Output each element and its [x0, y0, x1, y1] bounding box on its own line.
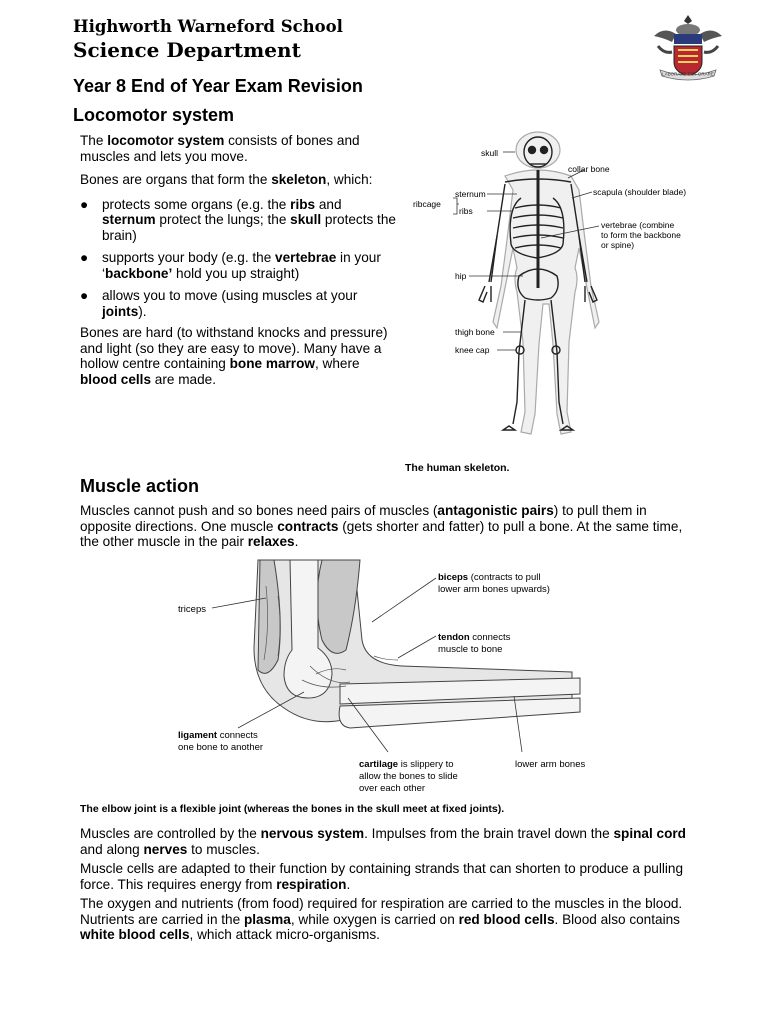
skeleton-caption: The human skeleton.	[405, 462, 510, 474]
paragraph: The oxygen and nutrients (from food) required for respiration are carried to the muscles in the blood. Nutrients are carried in the plasma, while oxygen is carried on red blood cells. Blood also contains white blood cells, which attack micro-organisms.	[80, 896, 683, 942]
label-tendon-1: tendon connects	[438, 632, 511, 643]
paragraph: Muscle cells are adapted to their function by containing strands that can shorten to produce a pulling force. This requires energy from respiration.	[80, 861, 684, 892]
label-collar-bone: collar bone	[568, 164, 610, 174]
paragraph: The locomotor system consists of bones and muscles and lets you move.	[80, 133, 360, 164]
list-item: ● protects some organs (e.g. the ribs and sternum protect the lungs; the skull protects the brain)	[80, 196, 396, 243]
label-ligament-2: one bone to another	[178, 742, 264, 753]
paragraph: Bones are organs that form the skeleton, which:	[80, 172, 373, 187]
label-cartilage-3: over each other	[359, 783, 426, 794]
function-list	[80, 197, 398, 320]
department-name: Science Department	[73, 38, 301, 62]
school-name: Highworth Warneford School	[73, 17, 343, 36]
label-cartilage-1: cartilage is slippery to	[359, 759, 454, 770]
label-sternum: sternum	[455, 189, 486, 199]
label-vertebrae-3: or spine)	[601, 240, 635, 250]
label-vertebrae-2: to form the backbone	[601, 230, 681, 240]
label-lower-arm-bones: lower arm bones	[515, 759, 586, 770]
locomotor-text-block	[80, 133, 398, 387]
label-biceps-1: biceps (contracts to pull	[438, 572, 541, 583]
label-ribcage: ribcage	[413, 199, 441, 209]
label-biceps-2: lower arm bones upwards)	[438, 584, 550, 595]
label-hip: hip	[455, 271, 467, 281]
label-ribs: ribs	[459, 206, 473, 216]
muscle-action-paragraph: Muscles cannot push and so bones need pairs of muscles (antagonistic pairs) to pull them in opposite directions. One muscle contracts (gets shorter and fatter) to pull a bone. At the same time, the other muscle in the pair relaxes.	[80, 503, 683, 549]
label-knee-cap: knee cap	[455, 345, 490, 355]
elbow-caption: The elbow joint is a flexible joint (whereas the bones in the skull meet at fixed joints).	[80, 803, 505, 815]
label-cartilage-2: allow the bones to slide	[359, 771, 458, 782]
label-scapula: scapula (shoulder blade)	[593, 187, 687, 197]
paragraph: Bones are hard (to withstand knocks and pressure) and light (so they are easy to move). Many have a hollow centre containing bone marrow, where blood cells are made.	[80, 325, 388, 387]
elbow-joint-diagram	[170, 556, 610, 796]
crest-motto: LABORARE EST ORARE	[662, 71, 714, 77]
label-vertebrae-1: vertebrae (combine	[601, 220, 675, 230]
nervous-system-text-block	[80, 826, 690, 943]
list-item: ● supports your body (e.g. the vertebrae in your ‘backbone’ hold you up straight)	[80, 250, 381, 281]
label-triceps: triceps	[178, 604, 206, 615]
list-item: ● allows you to move (using muscles at your joints).	[80, 288, 358, 319]
page-title: Year 8 End of Year Exam Revision	[73, 76, 363, 96]
section-heading-muscle-action: Muscle action	[80, 476, 200, 496]
paragraph: Muscles are controlled by the nervous system. Impulses from the brain travel down the spinal cord and along nerves to muscles.	[80, 826, 686, 857]
label-tendon-2: muscle to bone	[438, 644, 503, 655]
skeleton-diagram	[405, 128, 705, 446]
label-skull: skull	[481, 148, 499, 158]
label-thigh-bone: thigh bone	[455, 327, 495, 337]
label-ligament-1: ligament connects	[178, 730, 258, 741]
section-heading-locomotor: Locomotor system	[73, 105, 235, 125]
school-crest-icon	[648, 12, 728, 88]
